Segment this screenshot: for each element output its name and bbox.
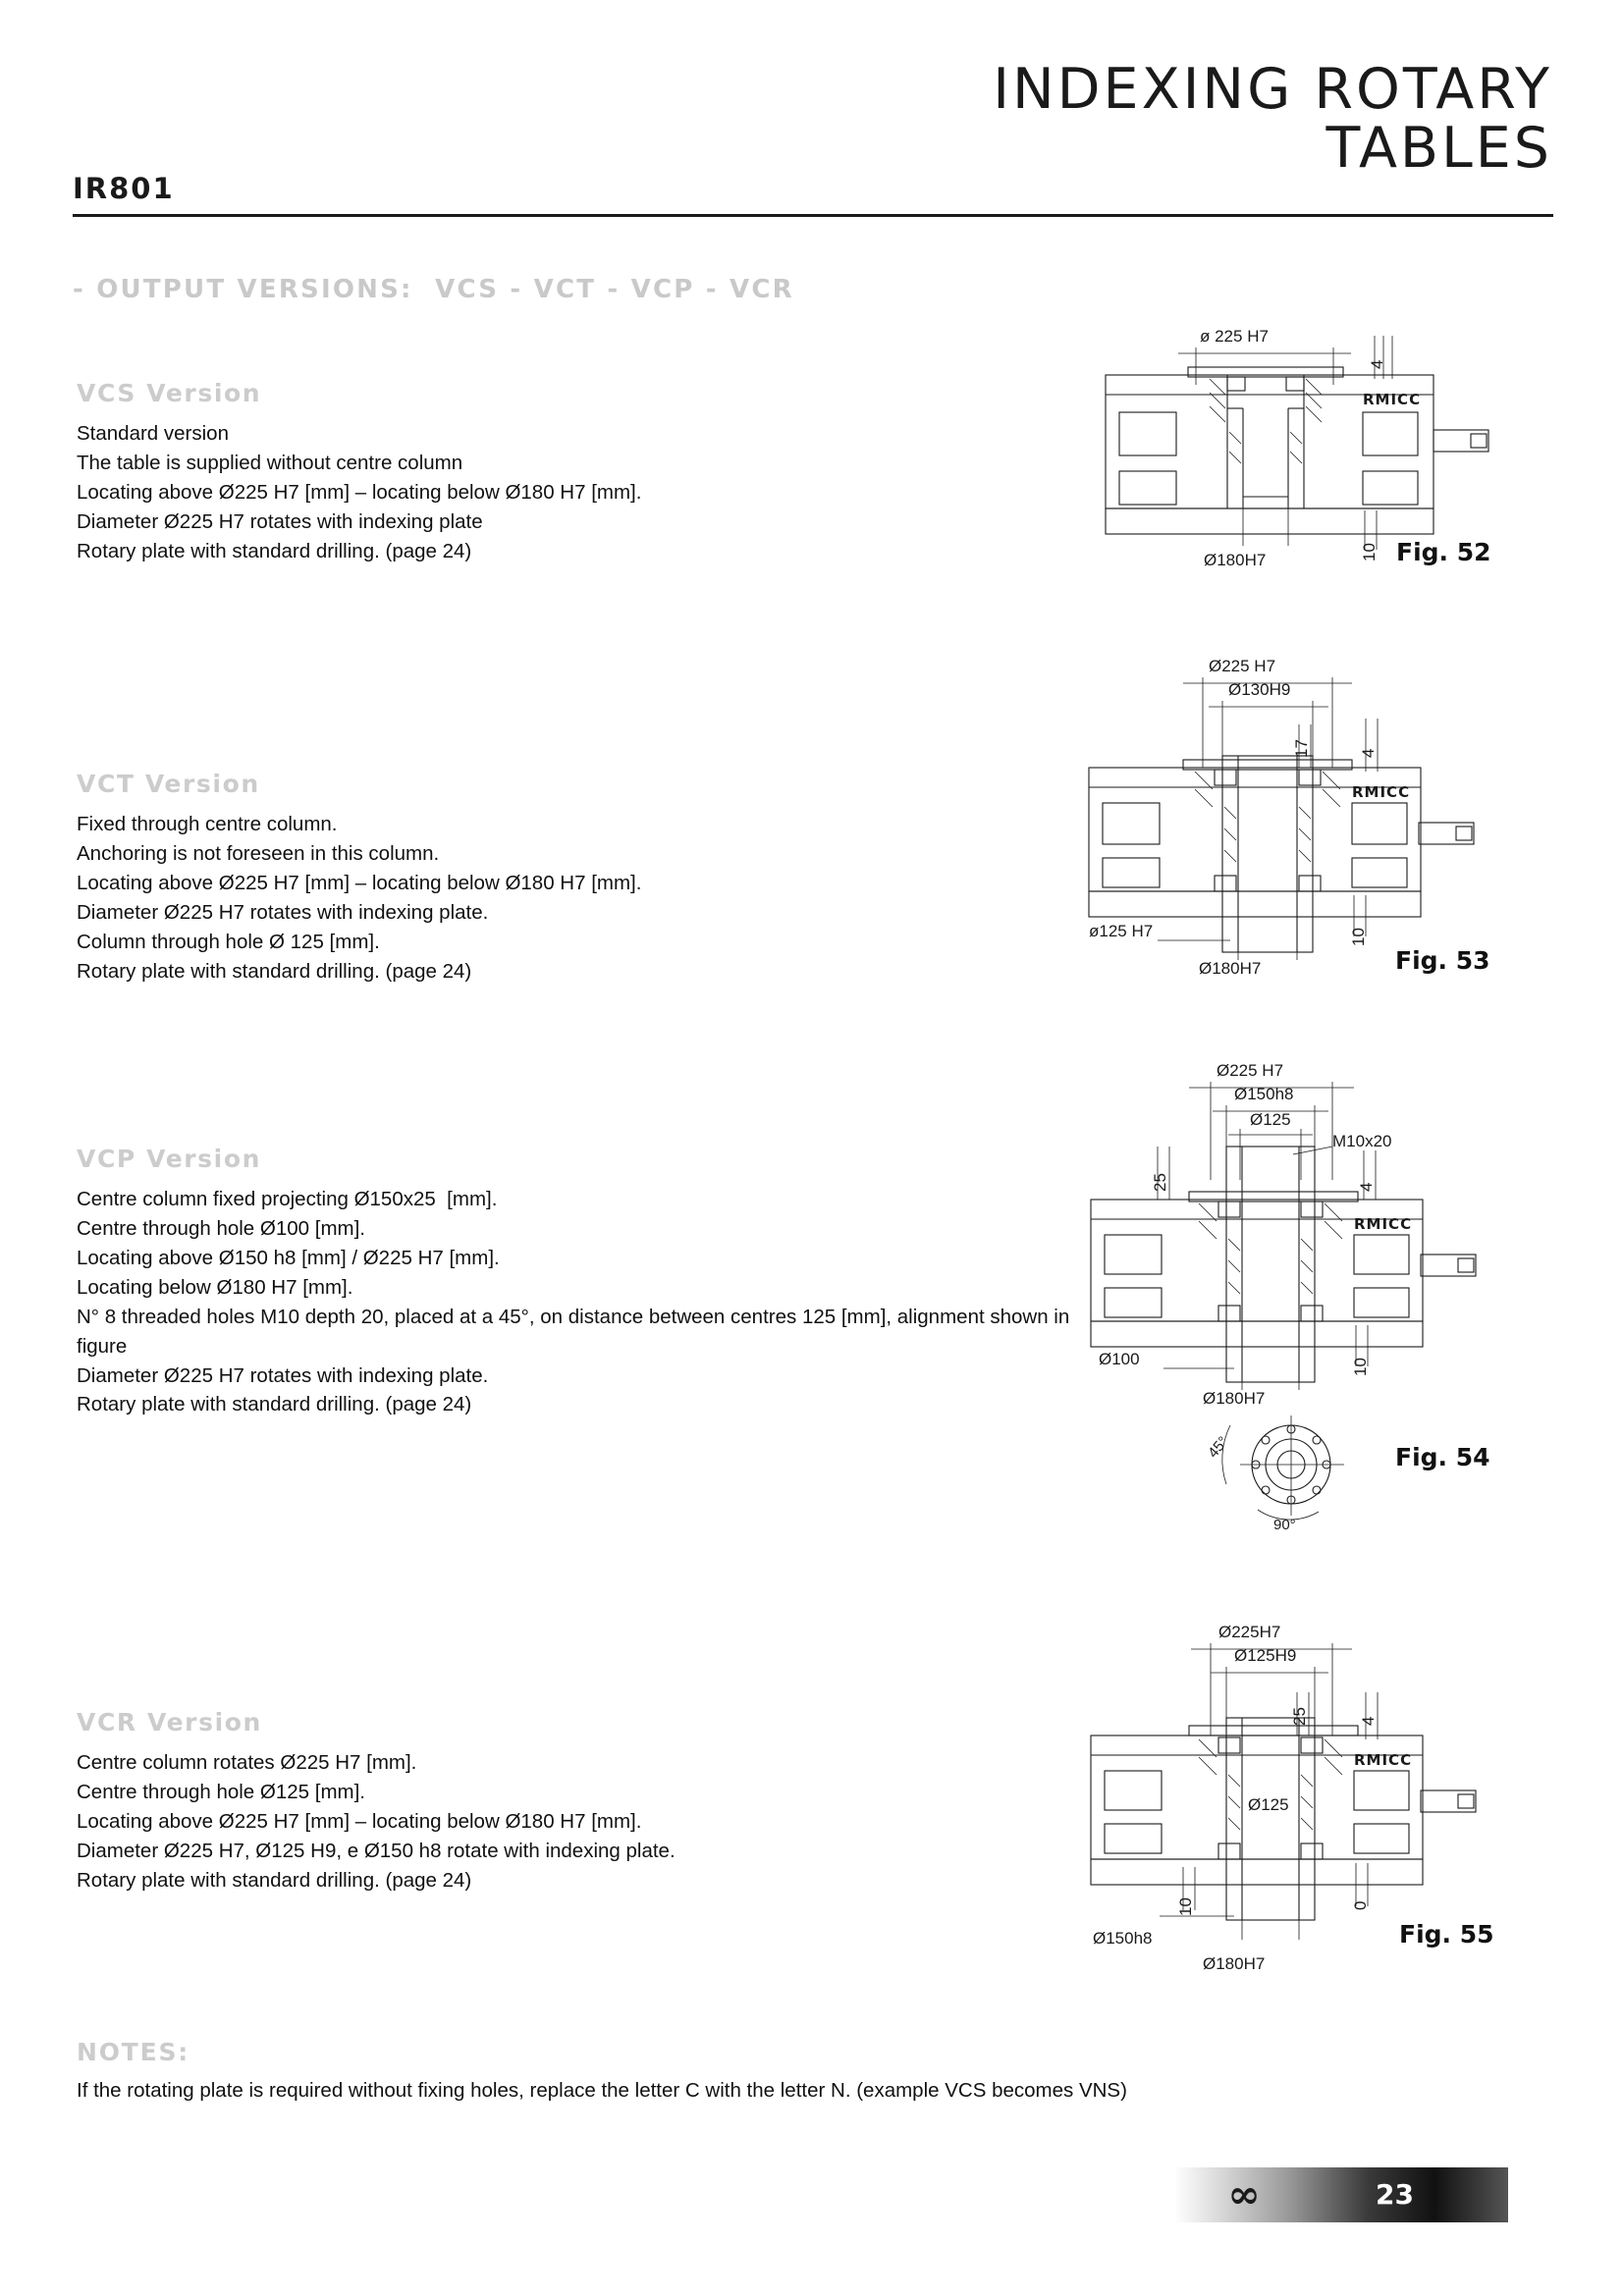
dim-label: Ø225 H7	[1209, 657, 1276, 675]
page-number: 23	[1376, 2178, 1414, 2211]
version-title-vct: VCT Version	[77, 770, 260, 798]
version-line: Diameter Ø225 H7 rotates with indexing plate.	[77, 900, 489, 924]
dim-label: 10	[1176, 1897, 1195, 1916]
dim-label: 25	[1151, 1173, 1169, 1192]
dim-label: 90°	[1273, 1517, 1296, 1533]
dim-label: M10x20	[1332, 1132, 1392, 1150]
page-footer	[1174, 2167, 1508, 2222]
dim-label: 10	[1360, 543, 1379, 561]
brand-mark: RMICC	[1363, 391, 1422, 408]
figure-caption-fig52: Fig. 52	[1396, 538, 1491, 566]
dim-label: 4	[1368, 359, 1386, 369]
version-line: Diameter Ø225 H7, Ø125 H9, e Ø150 h8 rotate with indexing plate.	[77, 1839, 676, 1862]
version-line: Anchoring is not foreseen in this column.	[77, 841, 440, 865]
version-line: Locating above Ø225 H7 [mm] – locating below Ø180 H7 [mm].	[77, 480, 642, 504]
dim-label: Ø180H7	[1203, 1389, 1266, 1408]
version-block-vcs	[77, 379, 1078, 566]
figure-caption-fig53: Fig. 53	[1395, 946, 1490, 975]
figure-fig55	[1065, 1610, 1527, 2032]
dim-label: Ø100	[1099, 1350, 1140, 1368]
version-line: Rotary plate with standard drilling. (page 24)	[77, 1868, 472, 1892]
page-title-line1: INDEXING ROTARY	[993, 57, 1552, 122]
dim-label: 0	[1351, 1900, 1370, 1910]
dim-label: Ø180H7	[1203, 1954, 1266, 1973]
figure-caption-fig55: Fig. 55	[1399, 1920, 1494, 1949]
version-lines-vcs	[77, 419, 1078, 566]
version-line: Locating below Ø180 H7 [mm].	[77, 1275, 353, 1299]
dim-label: Ø150h8	[1093, 1929, 1153, 1948]
version-line: N° 8 threaded holes M10 depth 20, placed at a 45°, on distance between centres 125 [mm], alignment shown in figure	[77, 1305, 1075, 1358]
dim-label: Ø180H7	[1204, 551, 1267, 569]
dim-label: 25	[1290, 1707, 1309, 1726]
version-lines-vcp	[77, 1185, 1078, 1419]
dim-label: 45°	[1205, 1433, 1232, 1462]
version-line: Diameter Ø225 H7 rotates with indexing plate	[77, 509, 483, 533]
version-line: Column through hole Ø 125 [mm].	[77, 930, 380, 953]
version-title-vcp: VCP Version	[77, 1145, 262, 1173]
version-line: Centre through hole Ø100 [mm].	[77, 1216, 365, 1240]
version-line: Centre column rotates Ø225 H7 [mm].	[77, 1751, 417, 1774]
header-divider	[73, 214, 1553, 217]
company-logo: ∞	[1227, 2171, 1261, 2217]
version-title-vcr: VCR Version	[77, 1708, 262, 1736]
version-line: Locating above Ø225 H7 [mm] – locating below Ø180 H7 [mm].	[77, 871, 642, 894]
page-title	[570, 57, 1552, 181]
brand-mark: RMICC	[1354, 1215, 1413, 1233]
figure-fig52	[1080, 314, 1512, 609]
version-line: Rotary plate with standard drilling. (page 24)	[77, 539, 472, 562]
dim-label: 4	[1359, 1716, 1378, 1726]
dim-label: ø 225 H7	[1200, 327, 1269, 346]
dim-label: 10	[1351, 1358, 1370, 1376]
page-title-line2: TABLES	[1325, 115, 1552, 181]
version-line: Centre through hole Ø125 [mm].	[77, 1780, 365, 1803]
dim-label: Ø150h8	[1234, 1085, 1294, 1103]
version-line: Locating above Ø150 h8 [mm] / Ø225 H7 [mm].	[77, 1246, 500, 1269]
notes-title: NOTES:	[77, 2038, 190, 2066]
brand-mark: RMICC	[1352, 783, 1411, 801]
version-line: Fixed through centre column.	[77, 813, 338, 835]
dim-label: 4	[1357, 1182, 1376, 1192]
version-line: Standard version	[77, 422, 229, 445]
dim-label: Ø125	[1250, 1110, 1291, 1129]
version-line: The table is supplied without centre column	[77, 451, 463, 474]
dim-label: 4	[1359, 748, 1378, 758]
dim-label: Ø180H7	[1199, 959, 1262, 978]
version-block-vcp	[77, 1145, 1078, 1419]
dim-label: Ø130H9	[1228, 680, 1291, 699]
version-lines-vcr	[77, 1748, 1078, 1896]
version-block-vcr	[77, 1708, 1078, 1896]
dim-label: 17	[1292, 739, 1311, 758]
version-line: Locating above Ø225 H7 [mm] – locating below Ø180 H7 [mm].	[77, 1809, 642, 1833]
dim-label: 10	[1349, 928, 1368, 946]
notes-text: If the rotating plate is required without fixing holes, replace the letter C with the letter N. (example VCS becomes VNS)	[77, 2079, 1127, 2102]
dim-label: Ø125H9	[1234, 1646, 1297, 1665]
version-line: Diameter Ø225 H7 rotates with indexing plate.	[77, 1363, 489, 1387]
version-block-vct	[77, 770, 1078, 987]
dim-label: Ø225H7	[1218, 1623, 1281, 1641]
version-line: Rotary plate with standard drilling. (page 24)	[77, 1393, 472, 1416]
version-title-vcs: VCS Version	[77, 379, 262, 407]
dim-label: Ø125	[1248, 1795, 1289, 1814]
version-line: Rotary plate with standard drilling. (page 24)	[77, 959, 472, 983]
document-code: IR801	[73, 172, 175, 205]
section-title: - OUTPUT VERSIONS: VCS - VCT - VCP - VCR	[73, 275, 794, 304]
version-line: Centre column fixed projecting Ø150x25 [mm].	[77, 1188, 498, 1210]
version-lines-vct	[77, 810, 1078, 987]
dim-label: ø125 H7	[1089, 922, 1154, 940]
dim-label: Ø225 H7	[1217, 1061, 1284, 1080]
figure-fig53	[1065, 650, 1517, 1013]
page-header	[0, 0, 1623, 226]
figure-caption-fig54: Fig. 54	[1395, 1443, 1490, 1471]
figure-fig54	[1065, 1052, 1527, 1592]
brand-mark: RMICC	[1354, 1751, 1413, 1769]
